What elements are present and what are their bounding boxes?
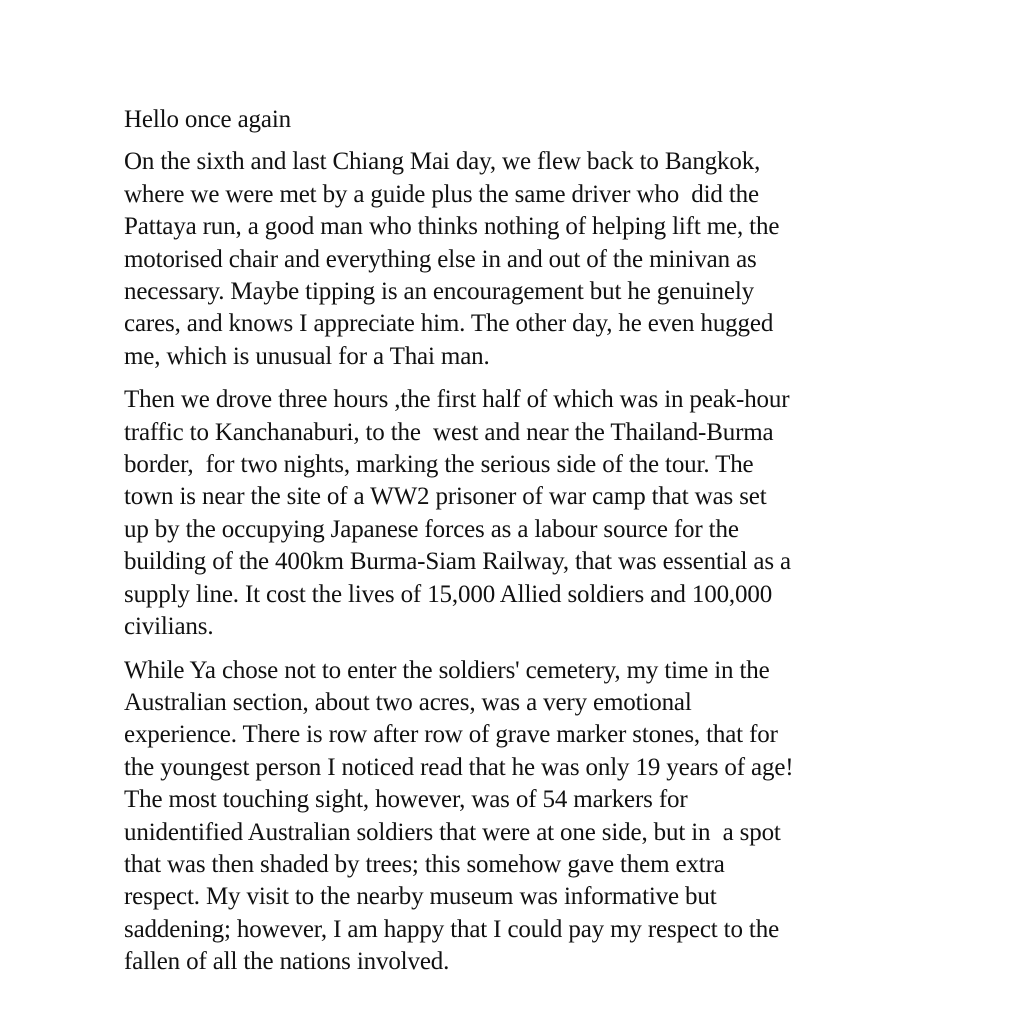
text-line: building of the 400km Burma-Siam Railway, that was essential as a <box>124 548 791 576</box>
text-line: Pattaya run, a good man who thinks nothing of helping lift me, the <box>124 213 780 241</box>
text-line: respect. My visit to the nearby museum was informative but <box>124 883 717 911</box>
text-line: up by the occupying Japanese forces as a labour source for the <box>124 515 739 543</box>
greeting-paragraph <box>124 104 1004 136</box>
text-line: necessary. Maybe tipping is an encouragement but he genuinely <box>124 278 754 306</box>
text-line: The most touching sight, however, was of 54 markers for <box>124 786 688 814</box>
text-line: experience. There is row after row of grave marker stones, that for <box>124 721 778 749</box>
text-line: Then we drove three hours ,the first half of which was in peak-hour <box>124 386 790 414</box>
text-line: the youngest person I noticed read that he was only 19 years of age! <box>124 753 794 781</box>
greeting-line: Hello once again <box>124 106 291 133</box>
text-line: town is near the site of a WW2 prisoner of war camp that was set <box>124 483 767 511</box>
text-line: On the sixth and last Chiang Mai day, we flew back to Bangkok, <box>124 148 761 176</box>
text-line: saddening; however, I am happy that I could pay my respect to the <box>124 915 780 943</box>
text-line: While Ya chose not to enter the soldiers' cemetery, my time in the <box>124 656 770 684</box>
text-line: cares, and knows I appreciate him. The other day, he even hugged <box>124 310 774 338</box>
paragraph-return-to-bangkok <box>124 146 1004 373</box>
text-line: traffic to Kanchanaburi, to the west and near the Thailand-Burma <box>124 418 774 446</box>
text-line: Australian section, about two acres, was a very emotional <box>124 688 692 716</box>
text-line: border, for two nights, marking the serious side of the tour. The <box>124 451 754 479</box>
paragraph-kanchanaburi <box>124 384 1004 643</box>
text-line: supply line. It cost the lives of 15,000 Allied soldiers and 100,000 <box>124 580 773 608</box>
text-line: fallen of all the nations involved. <box>124 948 450 976</box>
text-line: that was then shaded by trees; this somehow gave them extra <box>124 850 725 878</box>
text-line: motorised chair and everything else in and out of the minivan as <box>124 245 757 273</box>
text-line: civilians. <box>124 613 214 641</box>
paragraph-cemetery <box>124 655 1004 979</box>
text-line: where we were met by a guide plus the same driver who did the <box>124 180 759 208</box>
text-line: unidentified Australian soldiers that were at one side, but in a spot <box>124 818 781 846</box>
text-line: me, which is unusual for a Thai man. <box>124 342 490 370</box>
document-page <box>124 104 1004 990</box>
